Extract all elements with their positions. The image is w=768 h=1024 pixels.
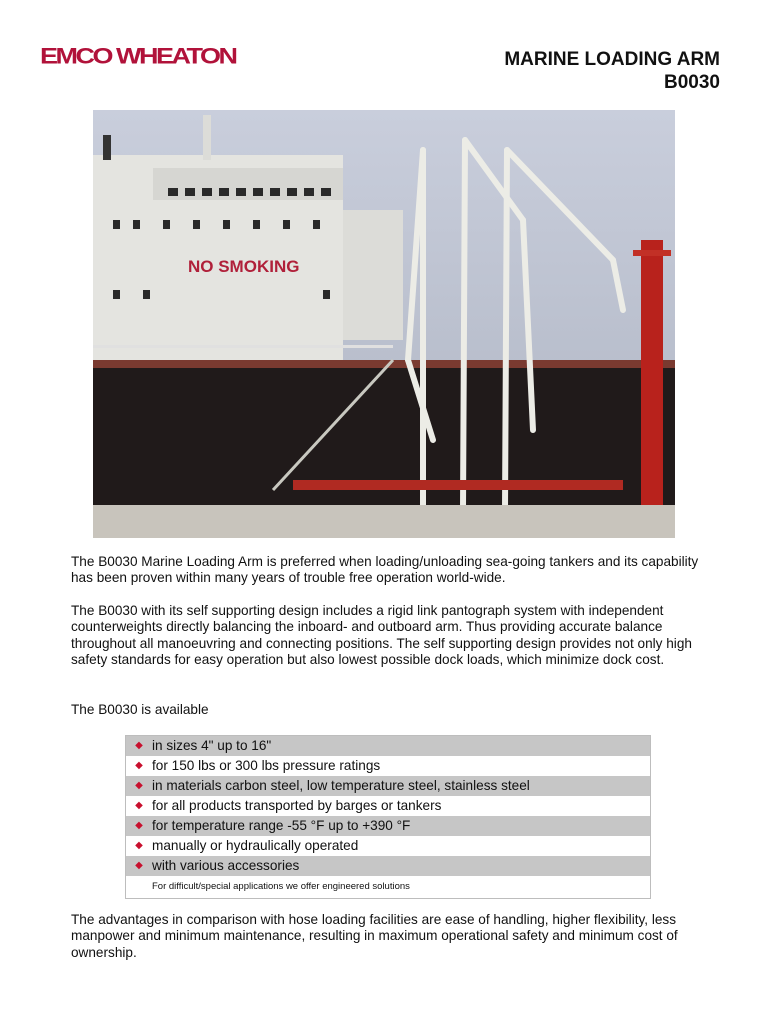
company-logo: EMCO WHEATON <box>40 44 236 69</box>
list-item: ◆ in materials carbon steel, low temperature steel, stainless steel <box>126 776 650 796</box>
intro-paragraph: The B0030 Marine Loading Arm is preferred when loading/unloading sea-going tankers and its capability has been proven within many years of trouble free operation world-wide. <box>71 554 699 586</box>
product-photo <box>93 110 675 538</box>
list-item: ◆ for 150 lbs or 300 lbs pressure ratings <box>126 756 650 776</box>
diamond-bullet-icon: ◆ <box>135 800 143 811</box>
advantages-paragraph: The advantages in comparison with hose loading facilities are ease of handling, higher flexibility, less manpower and minimum maintenance, resulting in maximum operational safety and minimum cost of ownership. <box>71 912 678 960</box>
diamond-bullet-icon: ◆ <box>135 820 143 831</box>
page-title <box>504 48 720 94</box>
design-paragraph: The B0030 with its self supporting design includes a rigid link pantograph system with independent counterweights directly balancing the inboard- and outboard arm. Thus providing accurate balance throughout all manoeuvring and connecting positions. The self supporting design provides not only high safety standards for easy operation but also lowest possible dock loads, which minimize dock cost. <box>71 603 692 668</box>
list-item: ◆ manually or hydraulically operated <box>126 836 650 856</box>
list-item: ◆ for all products transported by barges or tankers <box>126 796 650 816</box>
diamond-bullet-icon: ◆ <box>135 740 143 751</box>
diamond-bullet-icon: ◆ <box>135 860 143 871</box>
title-line-1: MARINE LOADING ARM <box>504 49 720 70</box>
diamond-bullet-icon: ◆ <box>135 760 143 771</box>
feature-list <box>125 735 651 899</box>
list-item: ◆ in sizes 4" up to 16" <box>126 736 650 756</box>
availability-heading: The B0030 is available <box>71 702 209 717</box>
list-item: ◆ with various accessories <box>126 856 650 876</box>
engineered-solutions-note: For difficult/special applications we offer engineered solutions <box>152 881 410 892</box>
photo-painted-text: NO SMOKING <box>188 257 300 276</box>
title-line-2: B0030 <box>664 72 720 93</box>
diamond-bullet-icon: ◆ <box>135 840 143 851</box>
list-item: ◆ for temperature range -55 °F up to +390 °F <box>126 816 650 836</box>
diamond-bullet-icon: ◆ <box>135 780 143 791</box>
